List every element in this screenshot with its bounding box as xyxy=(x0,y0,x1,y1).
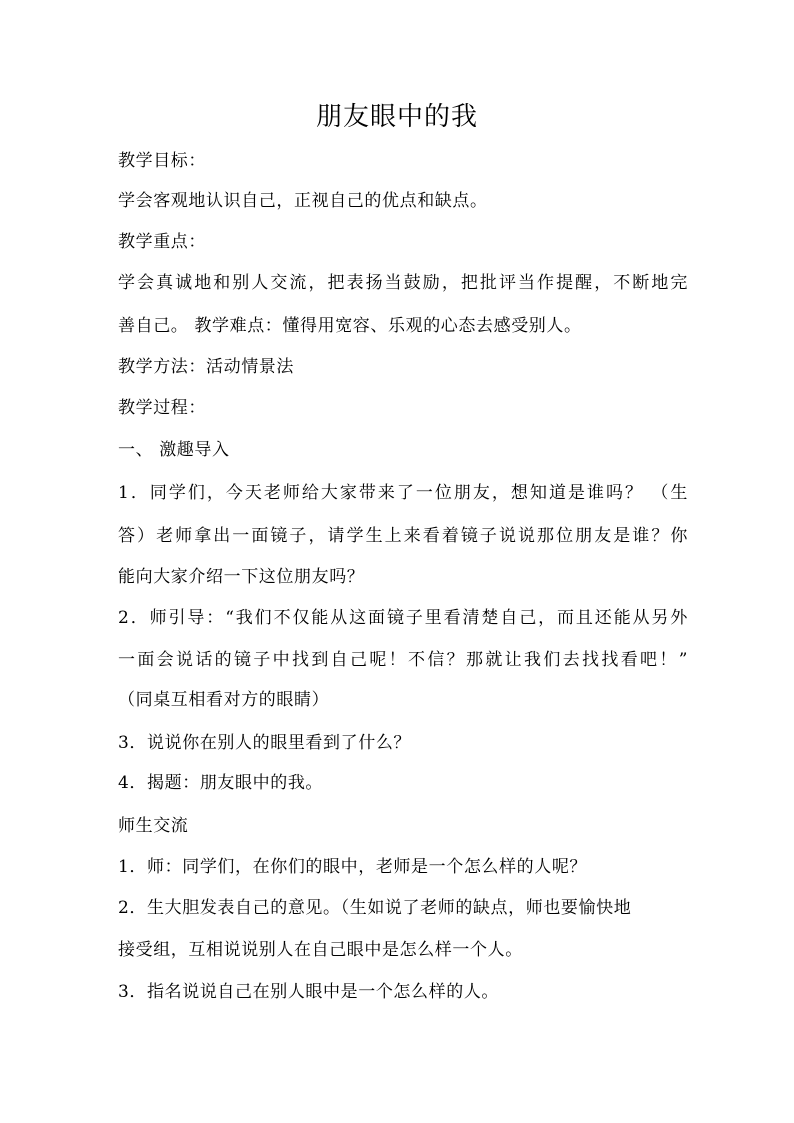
text-line: 一、 激趣导入 xyxy=(118,440,230,460)
text-line: 能向大家介绍一下这位朋友吗？ xyxy=(118,567,365,587)
text-line: 2．生大胆发表自己的意见。（生如说了老师的缺点，师也要愉快地 xyxy=(118,898,632,918)
text-line: 教学方法：活动情景法 xyxy=(118,357,294,377)
text-line: 3．指名说说自己在别人眼中是一个怎么样的人。 xyxy=(118,982,500,1002)
text-line: 师生交流 xyxy=(118,816,189,836)
text-line: 学会真诚地和别人交流，把表扬当鼓励，把批评当作提醒，不断地完 xyxy=(118,273,688,293)
text-line: （同桌互相看对方的眼睛） xyxy=(118,690,330,710)
text-line: 教学目标： xyxy=(118,151,206,171)
text-line: 1．师：同学们，在你们的眼中，老师是一个怎么样的人呢？ xyxy=(118,857,588,877)
text-line: 3．说说你在别人的眼里看到了什么？ xyxy=(118,733,412,753)
text-line: 教学过程： xyxy=(118,398,206,418)
text-line: 教学重点： xyxy=(118,232,206,252)
text-line: 接受组，互相说说别人在自己眼中是怎么样一个人。 xyxy=(118,940,523,960)
text-line: 学会客观地认识自己，正视自己的优点和缺点。 xyxy=(118,191,488,211)
text-line: 2．师引导：“我们不仅能从这面镜子里看清楚自己，而且还能从另外 xyxy=(118,608,688,628)
text-line: 一面会说话的镜子中找到自己呢！不信？那就让我们去找找看吧！” xyxy=(118,650,688,670)
text-line: 答）老师拿出一面镜子，请学生上来看着镜子说说那位朋友是谁？你 xyxy=(118,526,688,546)
text-line: 1．同学们，今天老师给大家带来了一位朋友，想知道是谁吗？ （生 xyxy=(118,483,688,503)
text-line: 善自己。 教学难点：懂得用宽容、乐观的心态去感受别人。 xyxy=(118,316,582,336)
text-line: 4．揭题：朋友眼中的我。 xyxy=(118,773,324,793)
document-title: 朋友眼中的我 xyxy=(315,102,478,132)
